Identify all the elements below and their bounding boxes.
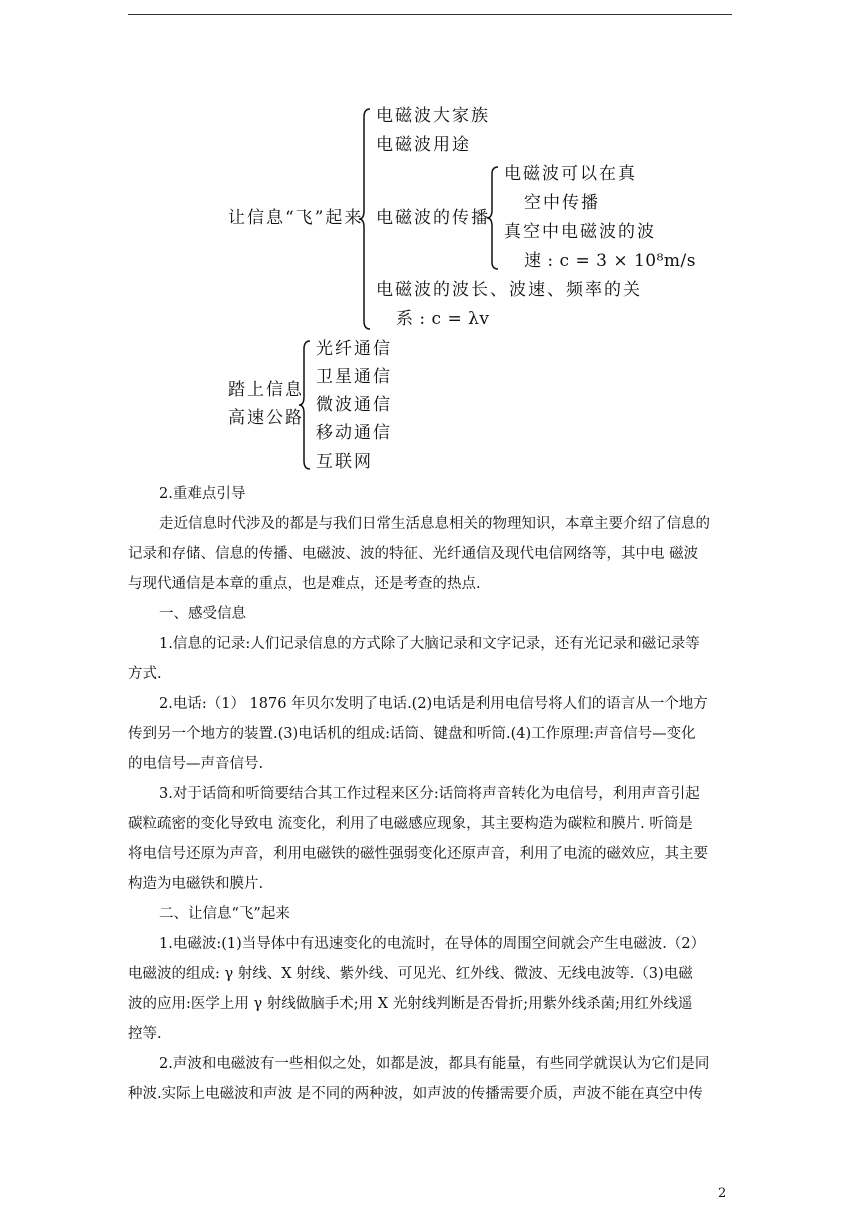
diagram-uses: 电磁波用途 — [376, 135, 471, 155]
diagram-family: 电磁波大家族 — [376, 106, 490, 126]
page-number: 2 — [718, 1186, 727, 1201]
highway-item-fiber: 光纤通信 — [316, 339, 392, 359]
paragraph-line: 构造为电磁铁和膜片. — [128, 876, 264, 892]
paragraph-line: 2.电话:（1） 1876 年贝尔发明了电话.(2)电话是利用电信号将人们的语言从一个地方 — [159, 696, 708, 712]
brace-main — [358, 108, 372, 330]
paragraph-line: 将电信号还原为声音，利用电磁铁的磁性强弱变化还原声音，利用了电流的磁效应，其主要 — [128, 846, 708, 862]
section-heading-key-points: 2.重难点引导 — [159, 486, 246, 502]
brace-propagation — [486, 166, 500, 270]
diagram-speed-formula: 速 : c = 3 × 10⁸m/s — [524, 251, 696, 271]
paragraph-line: 与现代通信是本章的重点，也是难点，还是考查的热点. — [128, 576, 481, 592]
highway-item-microwave: 微波通信 — [316, 395, 392, 415]
paragraph-line: 1.电磁波:(1)当导体中有迅速变化的电流时，在导体的周围空间就会产生电磁波.（2） — [159, 936, 706, 952]
highway-item-satellite: 卫星通信 — [316, 367, 392, 387]
brace-highway — [298, 340, 312, 470]
paragraph-line: 走近信息时代涉及的都是与我们日常生活息息相关的物理知识，本章主要介绍了信息的 — [159, 516, 710, 532]
highway-root-line1: 踏上信息 — [228, 380, 304, 400]
section-heading-feel-info: 一、感受信息 — [159, 606, 246, 622]
section-heading-let-info-fly: 二、让信息“飞”起来 — [159, 906, 290, 922]
paragraph-line: 2.声波和电磁波有一些相似之处，如都是波，都具有能量，有些同学就误认为它们是同 — [159, 1056, 710, 1072]
paragraph-line: 方式. — [128, 666, 162, 682]
diagram-relation-line1: 电磁波的波长、波速、频率的关 — [376, 280, 642, 300]
paragraph-line: 传到另一个地方的装置.(3)电话机的组成:话筒、键盘和听筒.(4)工作原理:声音信号—变化 — [128, 726, 696, 742]
diagram-vacuum-line2: 空中传播 — [524, 193, 600, 213]
paragraph-line: 电磁波的组成: γ 射线、X 射线、紫外线、可见光、红外线、微波、无线电波等.（3)电磁 — [128, 966, 693, 982]
paragraph-line: 记录和存储、信息的传播、电磁波、波的特征、光纤通信及现代电信网络等，其中电 磁波 — [128, 546, 699, 562]
paragraph-line: 控等. — [128, 1026, 162, 1042]
diagram-speed-line1: 真空中电磁波的波 — [504, 222, 656, 242]
diagram-root-label: 让信息“飞”起来 — [228, 208, 364, 228]
highway-item-internet: 互联网 — [316, 452, 373, 472]
paragraph-line: 1.信息的记录:人们记录信息的方式除了大脑记录和文字记录，还有光记录和磁记录等 — [159, 636, 700, 652]
diagram-propagation: 电磁波的传播 — [376, 208, 490, 228]
highway-item-mobile: 移动通信 — [316, 423, 392, 443]
diagram-vacuum-line1: 电磁波可以在真 — [504, 164, 637, 184]
paragraph-line: 种波.实际上电磁波和声波 是不同的两种波，如声波的传播需要介质，声波不能在真空中传 — [128, 1086, 703, 1102]
highway-root-line2: 高速公路 — [228, 408, 304, 428]
paragraph-line: 碳粒疏密的变化导致电 流变化，利用了电磁感应现象，其主要构造为碳粒和膜片. 听筒是 — [128, 816, 693, 832]
paragraph-line: 波的应用:医学上用 γ 射线做脑手术;用 X 光射线判断是否骨折;用紫外线杀菌;用红外线遥 — [128, 996, 693, 1012]
diagram-relation-formula: 系 : c = λv — [396, 309, 490, 329]
header-rule — [128, 14, 732, 15]
paragraph-line: 的电信号—声音信号. — [128, 756, 264, 772]
paragraph-line: 3.对于话筒和听筒要结合其工作过程来区分:话筒将声音转化为电信号，利用声音引起 — [159, 786, 700, 802]
